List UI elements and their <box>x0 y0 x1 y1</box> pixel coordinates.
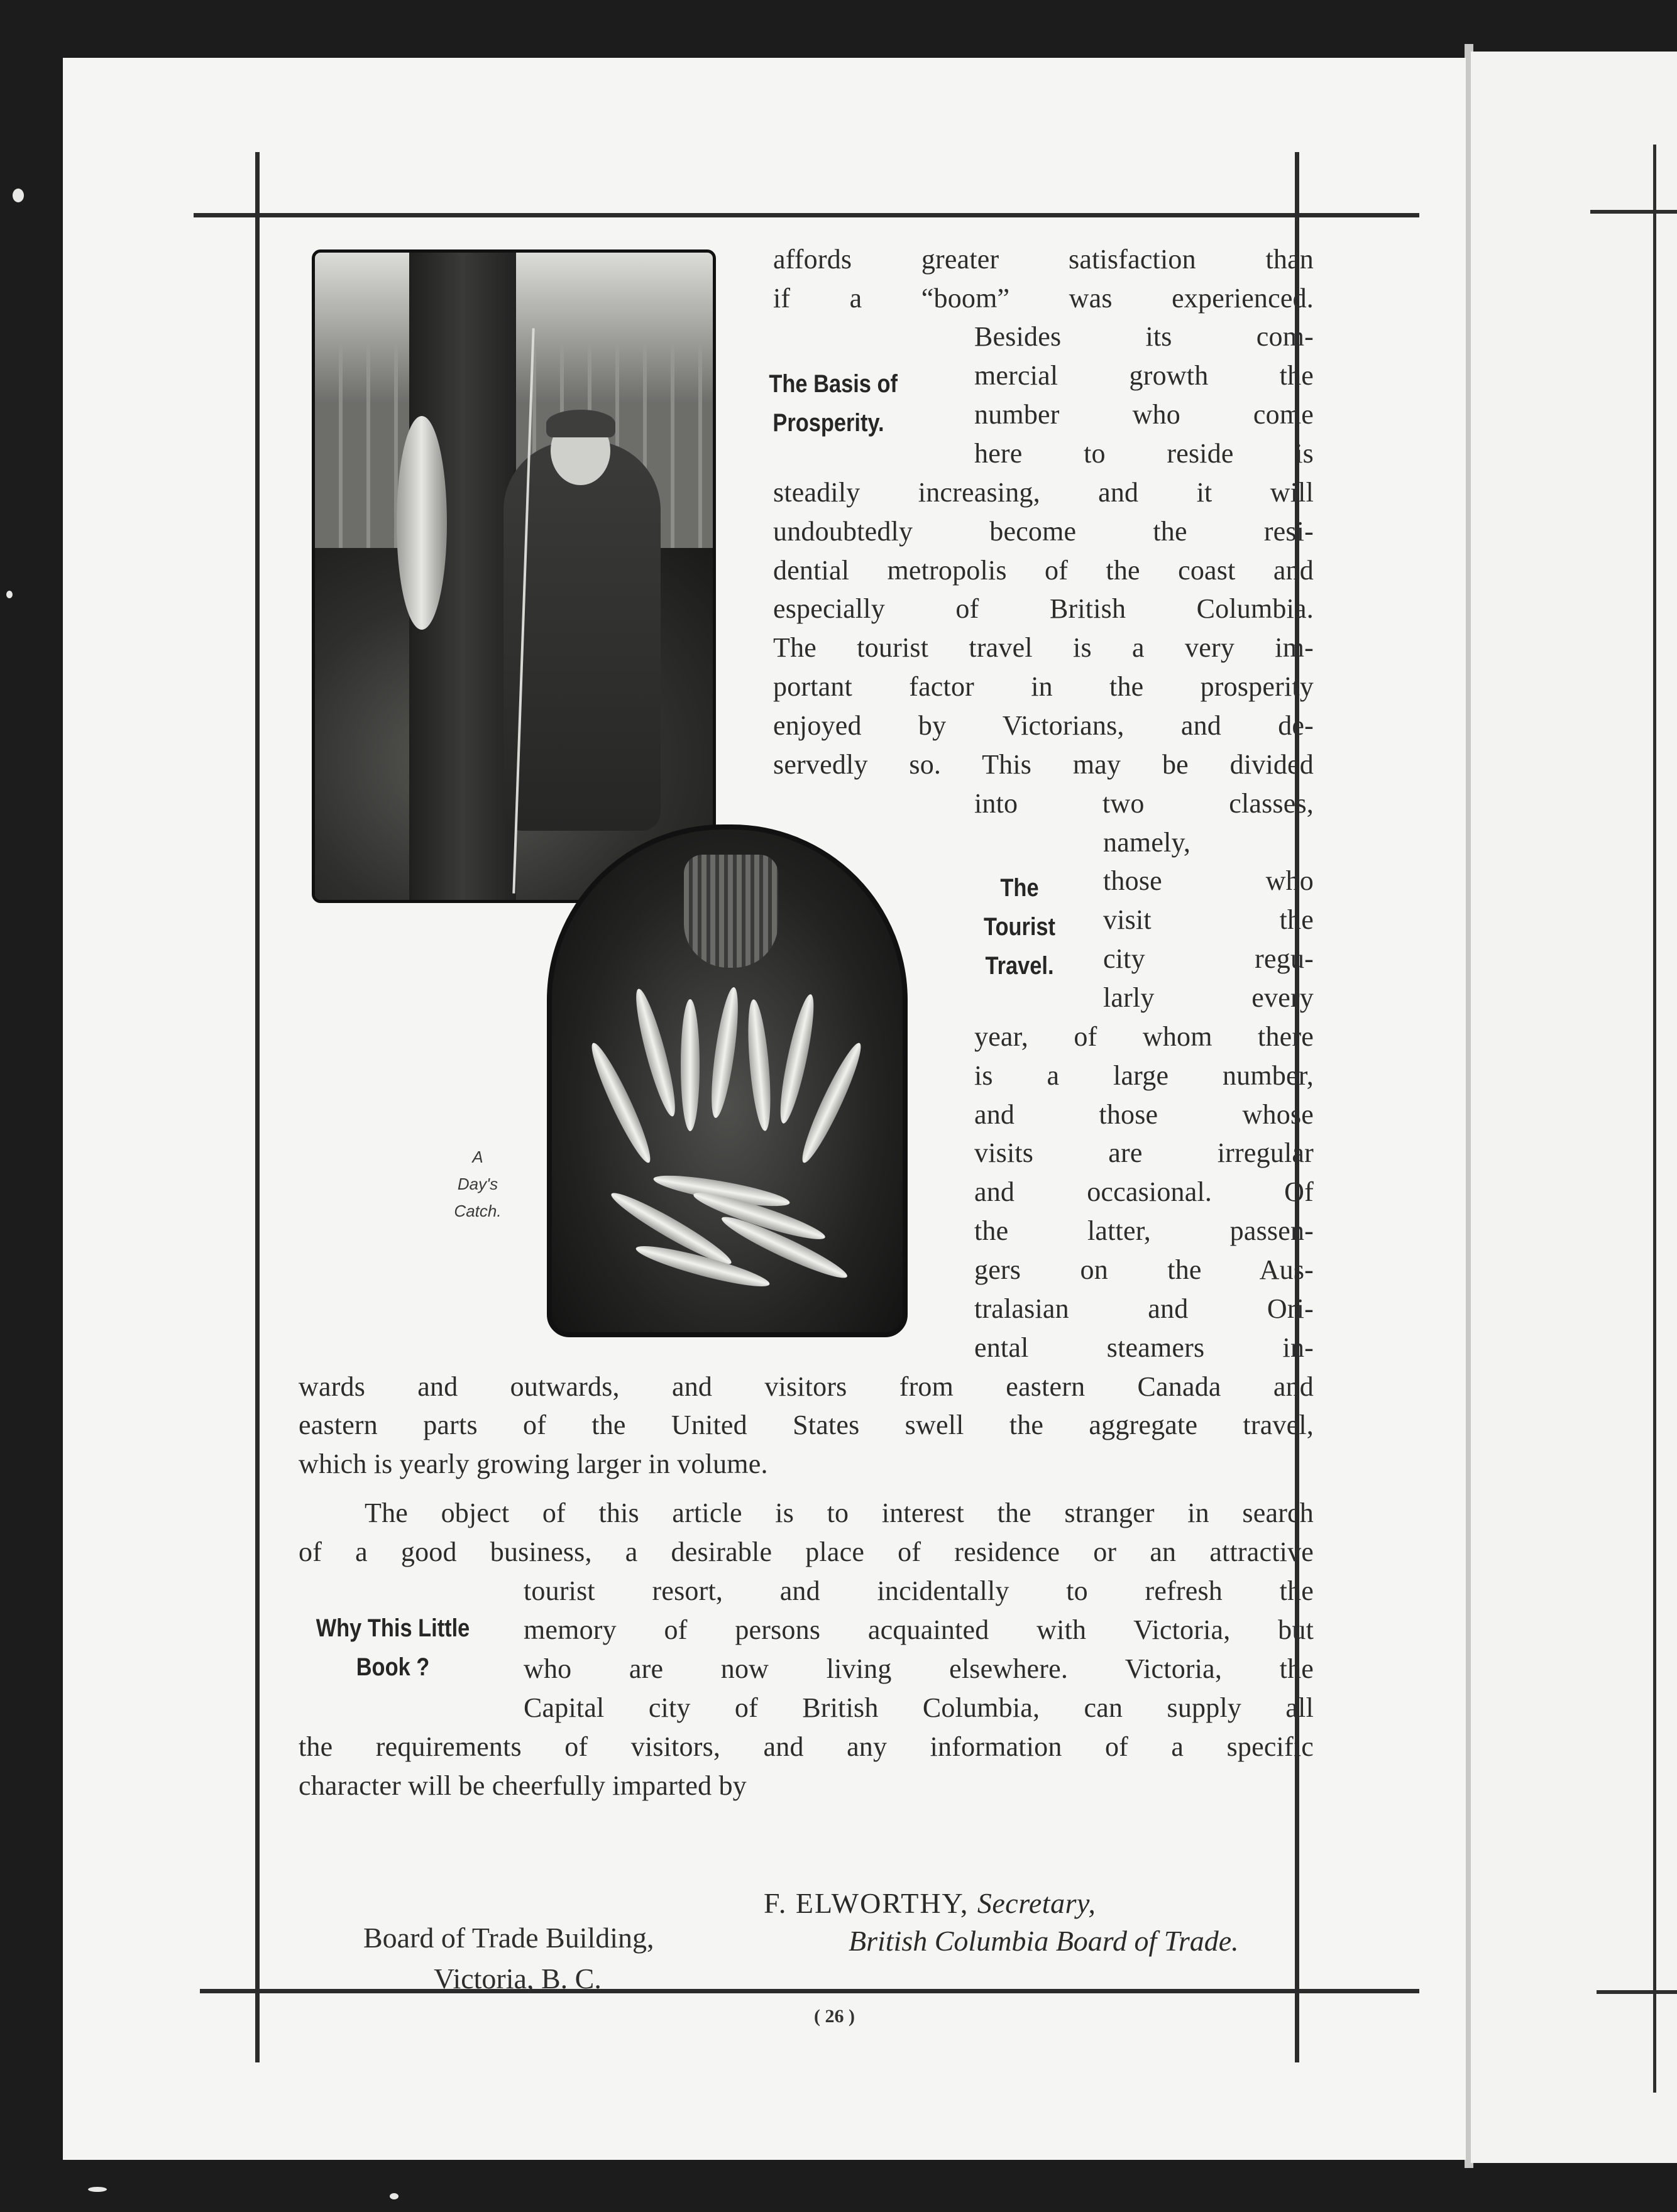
scan-speck <box>390 2193 399 2199</box>
text-line: The tourist travel is a very im- <box>773 632 1314 663</box>
facing-page <box>1471 52 1677 2163</box>
photo-angler-with-salmon <box>312 249 716 903</box>
text-line: dential metropolis of the coast and <box>773 555 1314 586</box>
address-line-1: Board of Trade Building, <box>363 1922 654 1954</box>
text-line: larly every <box>1103 982 1314 1013</box>
side-head-line: Why This Little <box>316 1614 470 1642</box>
facing-page-rule-vertical <box>1653 145 1656 2093</box>
side-head-line: Prosperity. <box>773 409 884 437</box>
text-line: undoubtedly become the resi- <box>773 516 1314 547</box>
frame-rule-bottom <box>200 1989 1419 1993</box>
scan-speck <box>6 591 13 598</box>
text-line: and those whose <box>974 1099 1314 1130</box>
text-line: The object of this article is to interest the stranger in search <box>365 1497 1314 1528</box>
signature-name-text: F. ELWORTHY, <box>764 1887 969 1919</box>
address-line-2: Victoria, B. C. <box>434 1963 602 1995</box>
text-line: into two classes, <box>974 788 1314 819</box>
text-line: here to reside is <box>974 438 1314 469</box>
text-line: who are now living elsewhere. Victoria, the <box>524 1653 1314 1684</box>
text-line: which is yearly growing larger in volume. <box>299 1448 768 1479</box>
text-line: city regu- <box>1103 943 1314 974</box>
text-line: servedly so. This may be divided <box>773 749 1314 780</box>
text-line: Besides its com- <box>974 321 1314 352</box>
caption-line: Day's <box>457 1174 498 1193</box>
text-line: number who come <box>974 399 1314 430</box>
side-head-line: The Basis of <box>769 370 898 398</box>
page <box>63 58 1466 2160</box>
text-line: tralasian and Ori- <box>974 1293 1314 1324</box>
text-line: ental steamers in- <box>974 1332 1314 1363</box>
photo-days-catch <box>547 824 908 1337</box>
text-line: the requirements of visitors, and any information of a specific <box>299 1731 1314 1762</box>
text-line: Capital city of British Columbia, can supply all <box>524 1692 1314 1723</box>
text-line: the latter, passen- <box>974 1215 1314 1246</box>
text-line: those who <box>1103 865 1314 896</box>
caption-line: A <box>472 1147 483 1166</box>
photo-caption <box>427 1144 528 1225</box>
caption-line: Catch. <box>454 1202 502 1220</box>
side-head-line: Book ? <box>356 1653 430 1681</box>
page-number: ( 26 ) <box>814 2006 855 2027</box>
text-line: affords greater satisfaction than <box>773 244 1314 275</box>
text-line: eastern parts of the United States swell the aggregate travel, <box>299 1410 1314 1440</box>
text-line: character will be cheerfully imparted by <box>299 1770 747 1801</box>
side-head-basis-of-prosperity <box>769 364 898 442</box>
text-line: is a large number, <box>974 1060 1314 1091</box>
signature-name <box>764 1886 1096 1920</box>
side-head-line: Travel. <box>985 952 1054 980</box>
text-line: namely, <box>1103 827 1191 858</box>
text-line: steadily increasing, and it will <box>773 477 1314 508</box>
facing-page-rule-bottom <box>1597 1990 1677 1994</box>
signature-organization: British Columbia Board of Trade. <box>849 1925 1239 1957</box>
text-line: of a good business, a desirable place of residence or an attractive <box>299 1536 1314 1567</box>
text-line: if a “boom” was experienced. <box>773 283 1314 314</box>
text-line: gers on the Aus- <box>974 1254 1314 1285</box>
side-head-line: The <box>1000 874 1039 902</box>
scan-speck <box>13 189 24 202</box>
text-line: mercial growth the <box>974 360 1314 391</box>
text-line: visit the <box>1103 904 1314 935</box>
scan-speck <box>88 2187 107 2192</box>
side-head-line: Tourist <box>983 913 1056 941</box>
signature-title: Secretary, <box>977 1887 1096 1919</box>
text-line: memory of persons acquainted with Victoria, but <box>524 1614 1314 1645</box>
facing-page-rule-top <box>1590 210 1677 214</box>
frame-rule-top <box>194 213 1419 217</box>
text-line: visits are irregular <box>974 1137 1314 1168</box>
text-line: especially of British Columbia. <box>773 593 1314 624</box>
text-line: wards and outwards, and visitors from eastern Canada and <box>299 1371 1314 1402</box>
side-head-tourist-travel <box>976 868 1063 985</box>
side-head-why-this-little-book <box>301 1609 485 1687</box>
text-line: tourist resort, and incidentally to refresh the <box>524 1575 1314 1606</box>
text-line: portant factor in the prosperity <box>773 671 1314 702</box>
text-line: enjoyed by Victorians, and de- <box>773 710 1314 741</box>
text-line: year, of whom there <box>974 1021 1314 1052</box>
frame-rule-left <box>255 152 260 2062</box>
text-line: and occasional. Of <box>974 1176 1314 1207</box>
